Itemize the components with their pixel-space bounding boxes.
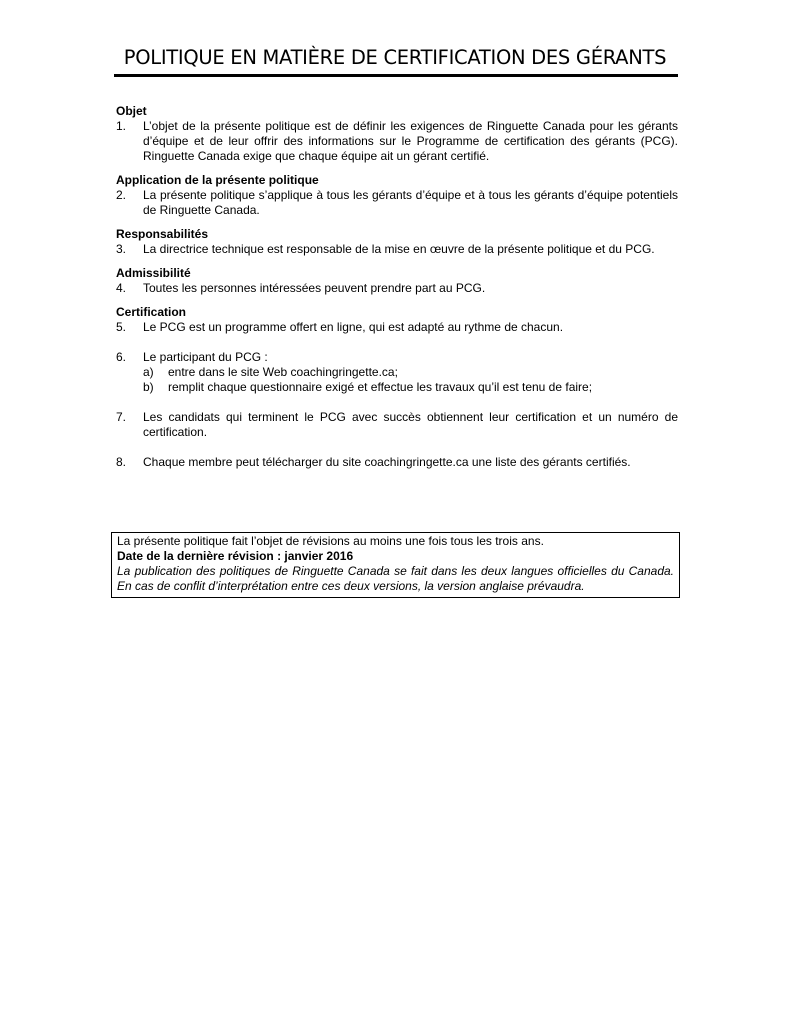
sub-item <box>143 380 678 395</box>
sub-item-letter: a) <box>143 365 154 379</box>
item-number: 8. <box>116 455 127 469</box>
numbered-item <box>116 188 678 218</box>
spacer <box>116 335 678 350</box>
section-heading: Responsabilités <box>116 227 209 241</box>
numbered-item <box>116 119 678 164</box>
section-responsabilites <box>116 227 678 257</box>
section-application <box>116 173 678 218</box>
item-number: 3. <box>116 242 127 256</box>
section-heading: Admissibilité <box>116 266 191 280</box>
official-languages-note: La publication des politiques de Ringuette Canada se fait dans les deux langues officielles du Canada. En cas de conflit d’interprétation entre ces deux versions, la version anglaise prévaudra. <box>117 564 674 593</box>
item-text: Le participant du PCG : <box>143 350 268 364</box>
item-number: 7. <box>116 410 127 424</box>
numbered-item <box>116 320 678 335</box>
last-revision-date: Date de la dernière révision : janvier 2016 <box>117 549 354 563</box>
spacer <box>116 395 678 410</box>
item-body <box>143 350 678 395</box>
numbered-item <box>116 242 678 257</box>
item-text: Les candidats qui terminent le PCG avec succès obtiennent leur certification et un numéro de certification. <box>143 410 678 439</box>
sub-item-letter: b) <box>143 380 154 394</box>
item-number: 1. <box>116 119 127 133</box>
spacer <box>116 440 678 455</box>
numbered-item <box>116 410 678 440</box>
item-number: 5. <box>116 320 127 334</box>
sub-item <box>143 365 678 380</box>
item-text: Le PCG est un programme offert en ligne, qui est adapté au rythme de chacun. <box>143 320 564 334</box>
review-frequency-text: La présente politique fait l’objet de révisions au moins une fois tous les trois ans. <box>117 534 544 548</box>
item-number: 6. <box>116 350 127 364</box>
item-number: 2. <box>116 188 127 202</box>
section-heading: Application de la présente politique <box>116 173 319 187</box>
title-underline <box>114 74 678 77</box>
section-heading: Objet <box>116 104 147 118</box>
policy-body <box>116 104 678 479</box>
item-text: Chaque membre peut télécharger du site coachingringette.ca une liste des gérants certifiés. <box>143 455 631 469</box>
revision-notice-box <box>111 532 680 598</box>
document-title: POLITIQUE EN MATIÈRE DE CERTIFICATION DES GÉRANTS <box>123 46 667 69</box>
sub-item-text: entre dans le site Web coachingringette.ca; <box>168 365 398 379</box>
item-number: 4. <box>116 281 127 295</box>
section-heading: Certification <box>116 305 187 319</box>
section-objet <box>116 104 678 164</box>
item-text: L’objet de la présente politique est de définir les exigences de Ringuette Canada pour les gérants d’équipe et de leur offrir des informations sur le Programme de certification des gérants (PCG). Ringuette Canada exige que chaque équipe ait un gérant certifié. <box>143 119 678 163</box>
section-admissibilite <box>116 266 678 296</box>
item-text: La présente politique s’applique à tous les gérants d’équipe et à tous les gérants d’équipe potentiels de Ringuette Canada. <box>143 188 678 217</box>
numbered-item <box>116 281 678 296</box>
numbered-item <box>116 455 678 470</box>
item-text: La directrice technique est responsable de la mise en œuvre de la présente politique et du PCG. <box>143 242 655 256</box>
sub-item-text: remplit chaque questionnaire exigé et effectue les travaux qu’il est tenu de faire; <box>168 380 593 394</box>
item-text: Toutes les personnes intéressées peuvent prendre part au PCG. <box>143 281 486 295</box>
section-certification <box>116 305 678 470</box>
numbered-item <box>116 350 678 395</box>
